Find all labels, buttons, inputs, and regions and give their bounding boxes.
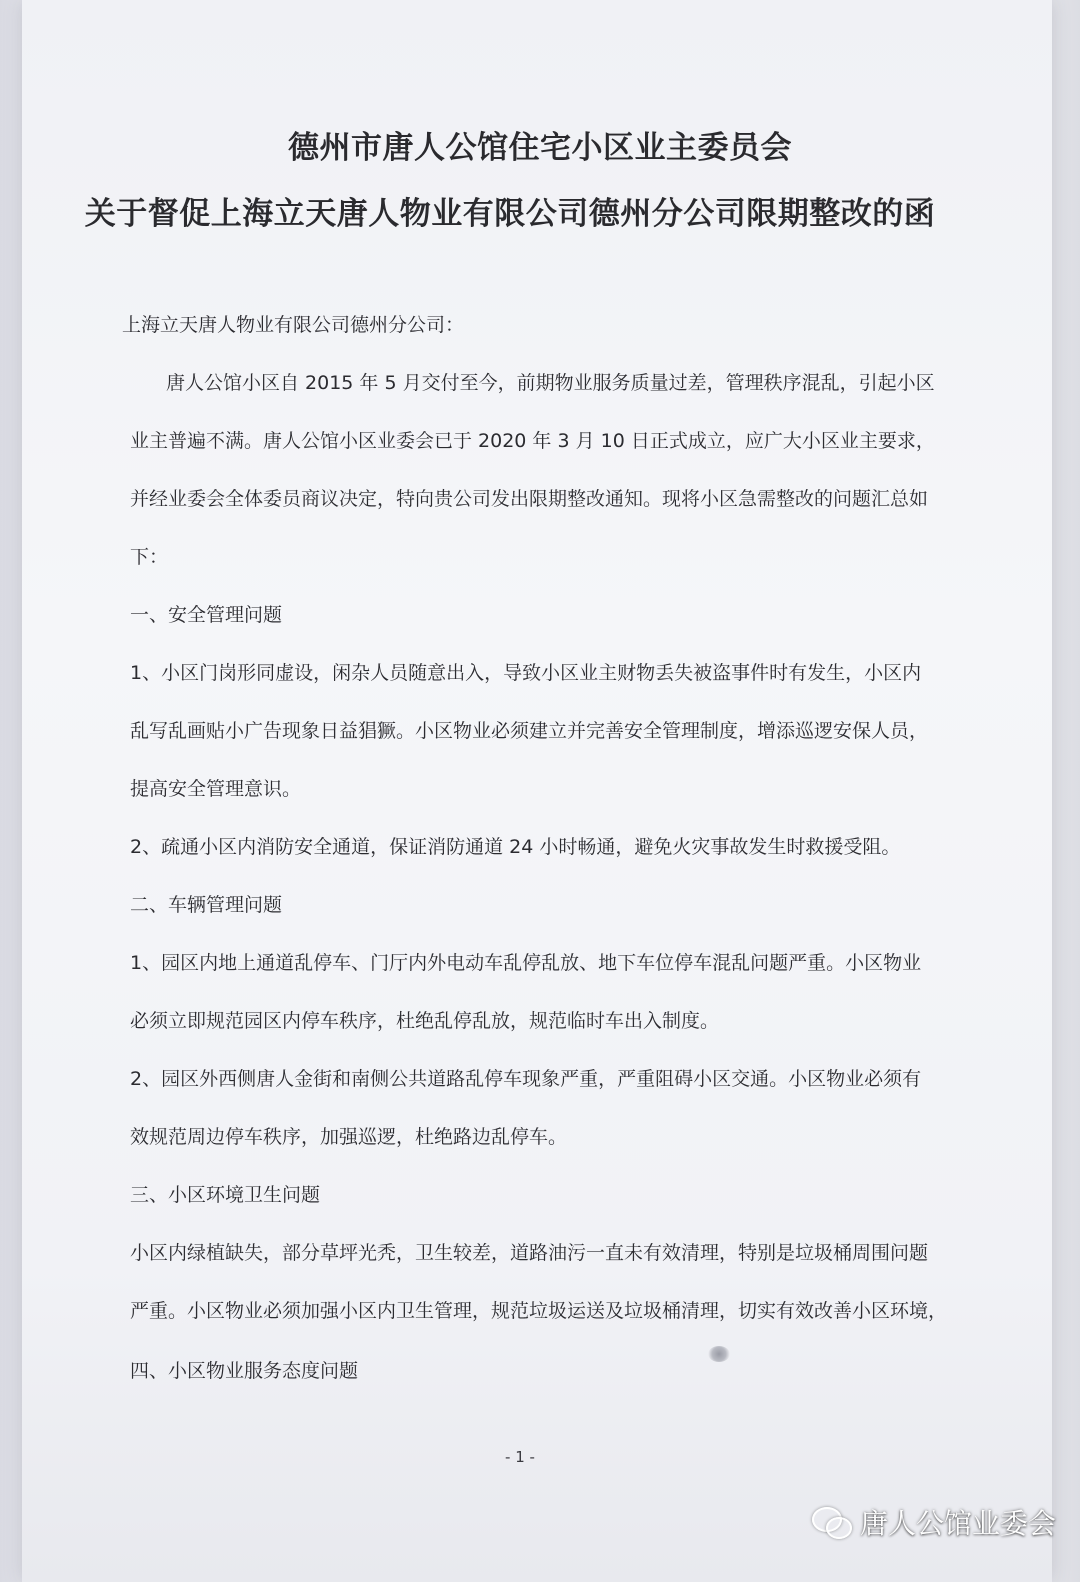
section-1-item-1-line-1: 1、小区门岗形同虚设，闲杂人员随意出入，导致小区业主财物丢失被盗事件时有发生，小区内 — [130, 662, 922, 684]
wechat-watermark — [812, 1500, 1056, 1544]
section-2-item-1-line-1: 1、园区内地上通道乱停车、门厅内外电动车乱停乱放、地下车位停车混乱问题严重。小区物业 — [130, 952, 922, 974]
intro-line-4: 下： — [130, 546, 169, 568]
page-number: - 1 - — [505, 1448, 535, 1466]
section-3-body-line-2: 严重。小区物业必须加强小区内卫生管理，规范垃圾运送及垃圾桶清理，切实有效改善小区环境， — [130, 1300, 948, 1322]
intro-line-3: 并经业委会全体委员商议决定，特向贵公司发出限期整改通知。现将小区急需整改的问题汇总如 — [130, 488, 929, 510]
section-2-heading: 二、车辆管理问题 — [130, 894, 283, 916]
watermark-account-name: 唐人公馆业委会 — [860, 1507, 1057, 1540]
intro-line-1: 唐人公馆小区自 2015 年 5 月交付至今，前期物业服务质量过差，管理秩序混乱，引起小区 — [166, 372, 935, 394]
intro-line-2: 业主普遍不满。唐人公馆小区业委会已于 2020 年 3 月 10 日正式成立，应广大小区业主要求， — [130, 430, 935, 452]
wechat-icon — [812, 1505, 852, 1539]
ink-smudge — [708, 1346, 730, 1362]
section-1-heading: 一、安全管理问题 — [130, 604, 283, 626]
section-1-item-1-line-3: 提高安全管理意识。 — [130, 778, 302, 800]
section-2-item-2-line-1: 2、园区外西侧唐人金街和南侧公共道路乱停车现象严重，严重阻碍小区交通。小区物业必须有 — [130, 1068, 922, 1090]
document-title-line2: 关于督促上海立天唐人物业有限公司德州分公司限期整改的函 — [84, 196, 936, 232]
document-title-line1: 德州市唐人公馆住宅小区业主委员会 — [288, 130, 792, 166]
section-3-heading: 三、小区环境卫生问题 — [130, 1184, 321, 1206]
section-4-heading: 四、小区物业服务态度问题 — [130, 1360, 359, 1382]
section-1-item-1-line-2: 乱写乱画贴小广告现象日益猖獗。小区物业必须建立并完善安全管理制度，增添巡逻安保人员， — [130, 720, 929, 742]
section-3-body-line-1: 小区内绿植缺失，部分草坪光秃，卫生较差，道路油污一直未有效清理，特别是垃圾桶周围问题 — [130, 1242, 929, 1264]
section-2-item-1-line-2: 必须立即规范园区内停车秩序，杜绝乱停乱放，规范临时车出入制度。 — [130, 1010, 720, 1032]
section-1-item-2: 2、疏通小区内消防安全通道，保证消防通道 24 小时畅通，避免火灾事故发生时救援受阻。 — [130, 836, 901, 858]
salutation: 上海立天唐人物业有限公司德州分公司： — [122, 314, 465, 336]
section-2-item-2-line-2: 效规范周边停车秩序，加强巡逻，杜绝路边乱停车。 — [130, 1126, 568, 1148]
